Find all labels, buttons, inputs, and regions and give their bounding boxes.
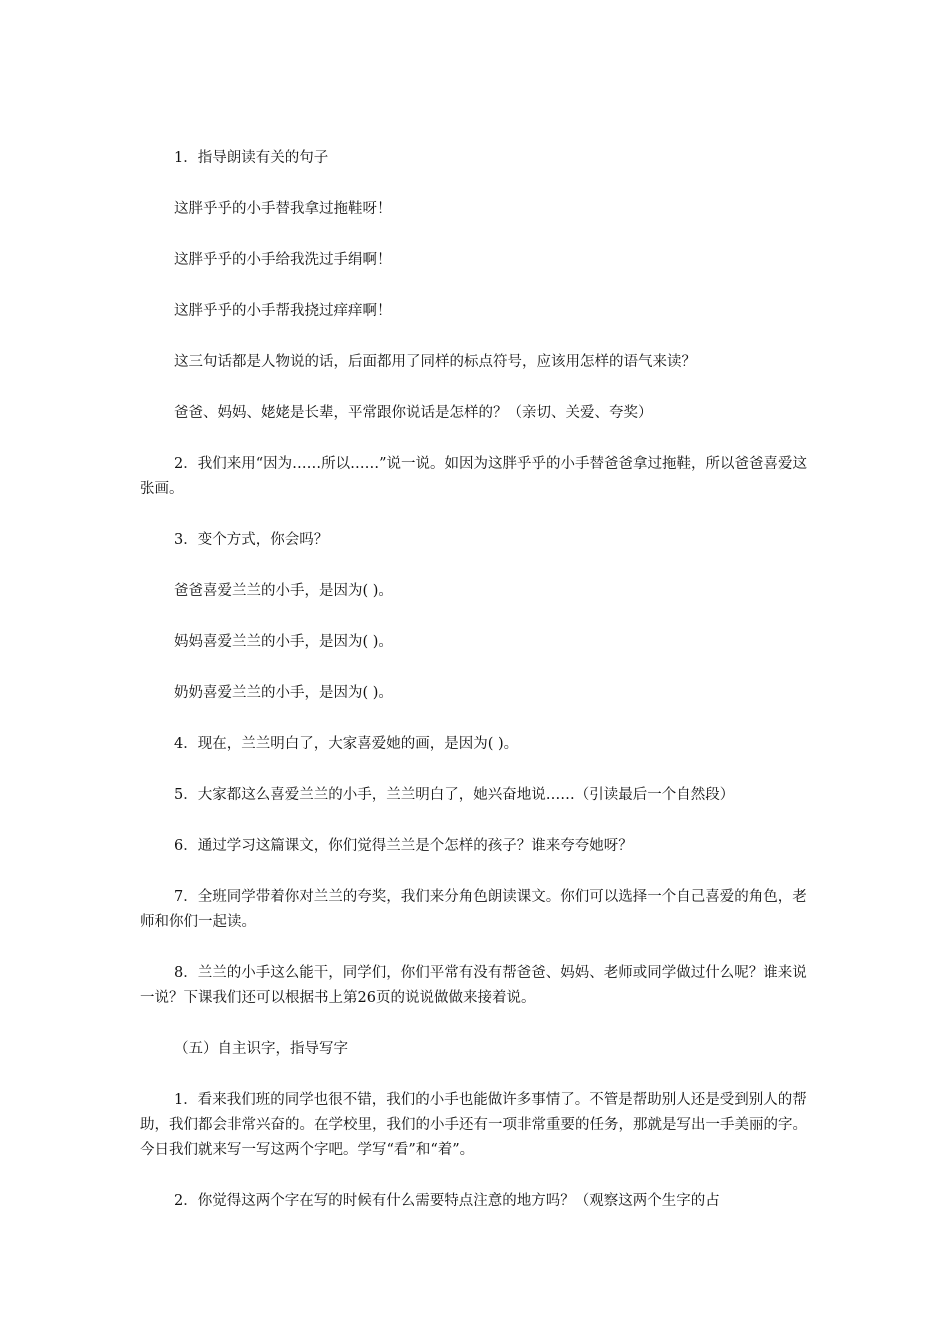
section-heading: （五）自主识字，指导写字	[174, 1041, 348, 1057]
paragraph-4: 这胖乎乎的小手帮我挠过痒痒啊！	[174, 303, 392, 319]
paragraph-3: 这胖乎乎的小手给我洗过手绢啊！	[174, 252, 392, 268]
paragraph-7: 2．我们来用“因为……所以……”说一说。如因为这胖乎乎的小手替爸爸拿过拖鞋，所以爸爸喜爱这张画。	[140, 456, 808, 497]
paragraph-13: 5．大家都这么喜爱兰兰的小手，兰兰明白了，她兴奋地说……（引读最后一个自然段）	[174, 787, 735, 803]
paragraph-14: 6．通过学习这篇课文，你们觉得兰兰是个怎样的孩子？谁来夸夸她呀？	[174, 838, 633, 854]
paragraph-12: 4．现在，兰兰明白了，大家喜爱她的画，是因为( )。	[174, 736, 519, 752]
paragraph-16: 8．兰兰的小手这么能干，同学们，你们平常有没有帮爸爸、妈妈、老师或同学做过什么呢？谁来说一说？下课我们还可以根据书上第26页的说说做做来接着说。	[140, 965, 807, 1006]
paragraph-2: 这胖乎乎的小手替我拿过拖鞋呀！	[174, 201, 392, 217]
paragraph-15: 7．全班同学带着你对兰兰的夸奖，我们来分角色朗读课文。你们可以选择一个自己喜爱的角色，老师和你们一起读。	[140, 889, 807, 930]
paragraph-9: 爸爸喜爱兰兰的小手，是因为( )。	[174, 583, 393, 599]
paragraph-11: 奶奶喜爱兰兰的小手，是因为( )。	[174, 685, 393, 701]
paragraph-1: 1．指导朗读有关的句子	[174, 150, 329, 166]
paragraph-8: 3．变个方式，你会吗？	[174, 532, 329, 548]
paragraph-6: 爸爸、妈妈、姥姥是长辈，平常跟你说话是怎样的？（亲切、关爱、夸奖）	[174, 405, 653, 421]
paragraph-5: 这三句话都是人物说的话，后面都用了同样的标点符号，应该用怎样的语气来读？	[174, 354, 696, 370]
paragraph-19: 2．你觉得这两个字在写的时候有什么需要特点注意的地方吗？（观察这两个生字的占	[174, 1193, 720, 1209]
paragraph-10: 妈妈喜爱兰兰的小手，是因为( )。	[174, 634, 393, 650]
document-body	[140, 146, 810, 1240]
paragraph-18: 1．看来我们班的同学也很不错，我们的小手也能做许多事情了。不管是帮助别人还是受到别人的帮助，我们都会非常兴奋的。在学校里，我们的小手还有一项非常重要的任务，那就是写出一手美丽的字。今日我们就来写一写这两个字吧。学写“看”和“着”。	[140, 1092, 807, 1158]
